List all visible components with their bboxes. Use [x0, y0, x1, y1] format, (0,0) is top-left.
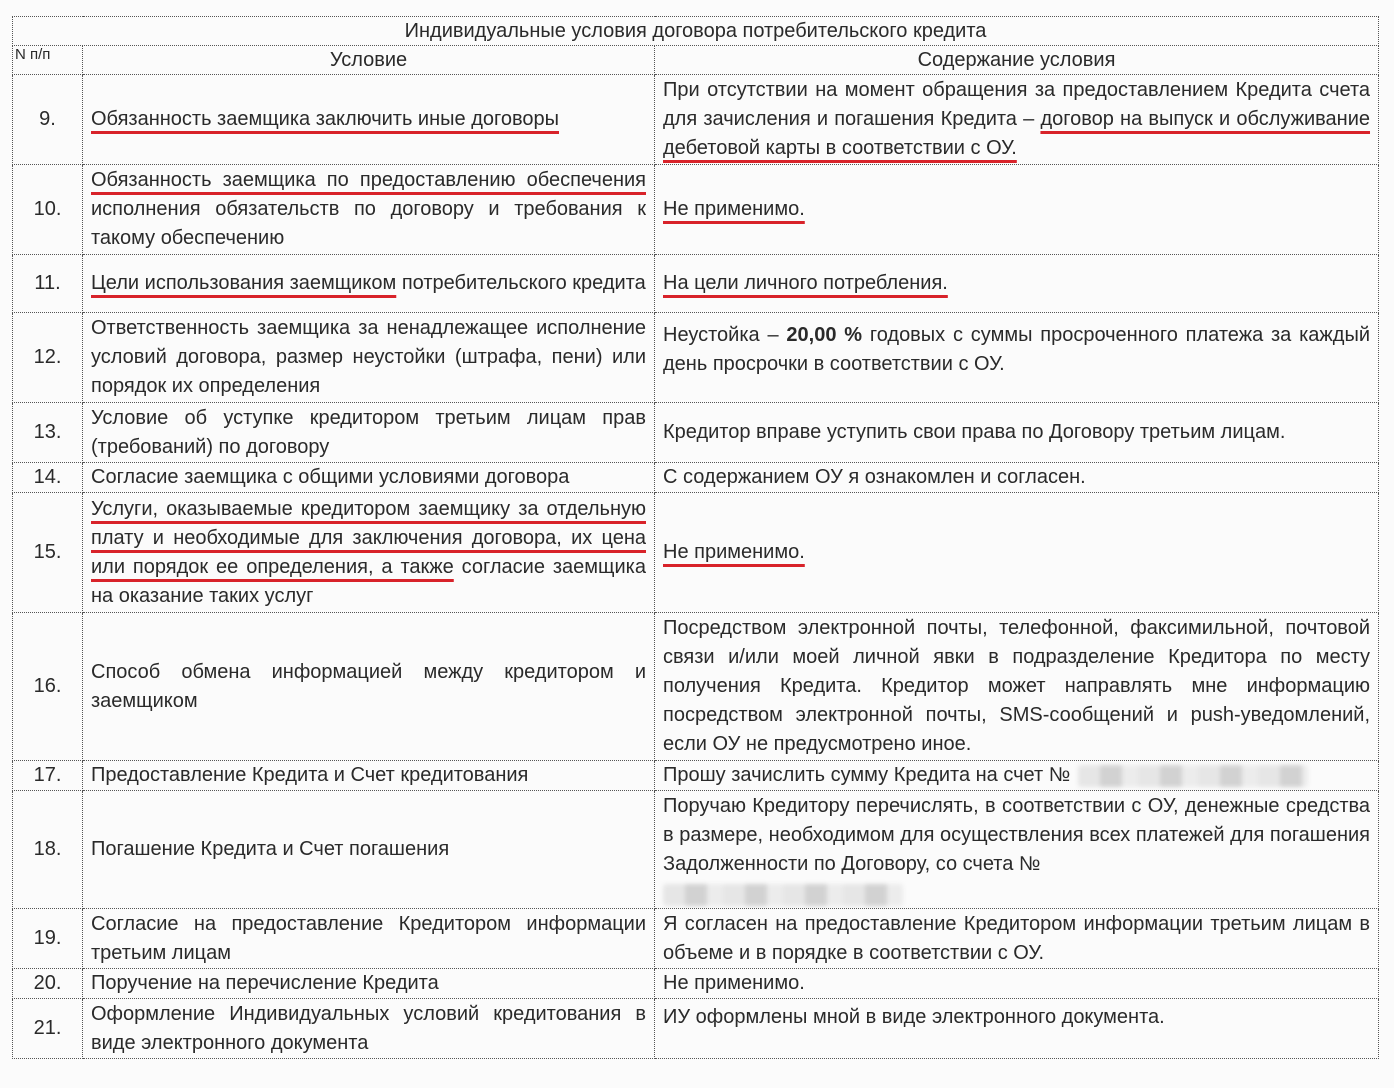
row-number: 15.: [13, 493, 83, 613]
condition-text: исполнения обязательств по договору и требования к такому обеспечению: [91, 198, 646, 249]
row-content: [655, 313, 1379, 403]
table-row: [13, 791, 1379, 909]
penalty-rate: 20,00 %: [786, 324, 863, 346]
content-text: Поручаю Кредитору перечислять, в соответствии с ОУ, денежные средства в размере, необходимом для осуществления всех платежей для погашения Задолженности по Договору, со счета №: [663, 794, 1371, 875]
underlined-text: Не применимо.: [663, 198, 805, 220]
underlined-text: договор на выпуск и обслуживание дебетовой карты в соответствии с ОУ.: [663, 108, 1371, 159]
condition-text: согласие заемщика на оказание таких услуг: [91, 555, 646, 607]
row-condition: [83, 255, 655, 313]
content-text: годовых с суммы просроченного платежа за каждый день просрочки в соответствии с ОУ.: [663, 324, 1371, 375]
content-text: Прошу зачислить сумму Кредита на счет №: [663, 764, 1071, 786]
table-row: [13, 165, 1379, 255]
redacted-account-number: [663, 884, 903, 906]
table-row: [13, 999, 1379, 1059]
row-number: 9.: [13, 75, 83, 165]
row-number: 14.: [13, 463, 83, 493]
row-number: 17.: [13, 761, 83, 791]
underlined-text: Обязанность заемщика по предоставлению обеспечения: [91, 169, 646, 191]
row-condition: Условие об уступке кредитором третьим лицам прав (требований) по договору: [83, 403, 655, 463]
row-content: [655, 493, 1379, 613]
row-condition: Оформление Индивидуальных условий кредитования в виде электронного документа: [83, 999, 655, 1059]
row-content: [655, 255, 1379, 313]
condition-text: потребительского кредита: [396, 272, 646, 294]
row-number: 21.: [13, 999, 83, 1059]
row-condition: Поручение на перечисление Кредита: [83, 969, 655, 999]
row-number: 10.: [13, 165, 83, 255]
loan-terms-table: [12, 16, 1379, 1059]
row-content: [655, 75, 1379, 165]
row-number: 18.: [13, 791, 83, 909]
row-condition: Согласие на предоставление Кредитором информации третьим лицам: [83, 909, 655, 969]
row-condition: Способ обмена информацией между кредитором и заемщиком: [83, 613, 655, 761]
redacted-account-number: [1078, 765, 1308, 787]
row-number: 20.: [13, 969, 83, 999]
table-row: [13, 463, 1379, 493]
row-number: 16.: [13, 613, 83, 761]
row-condition: Согласие заемщика с общими условиями договора: [83, 463, 655, 493]
underlined-text: Обязанность заемщика заключить иные договоры: [91, 108, 559, 130]
column-header-condition: Условие: [83, 46, 655, 75]
row-number: 11.: [13, 255, 83, 313]
row-condition: Предоставление Кредита и Счет кредитования: [83, 761, 655, 791]
underlined-text: Не применимо.: [663, 541, 805, 563]
row-content: [655, 761, 1379, 791]
document-title: Индивидуальные условия договора потребительского кредита: [13, 17, 1379, 46]
column-header-content: Содержание условия: [655, 46, 1379, 75]
row-content: ИУ оформлены мной в виде электронного документа.: [655, 999, 1379, 1059]
row-content: [655, 165, 1379, 255]
table-row: [13, 761, 1379, 791]
row-content: Посредством электронной почты, телефонной, факсимильной, почтовой связи и/или моей личной явки в подразделение Кредитора по месту получения Кредита. Кредитор может направлять мне информацию посредством электронной почты, SMS-сообщений и push-уведомлений, если ОУ не предусмотрено иное.: [655, 613, 1379, 761]
table-row: [13, 75, 1379, 165]
row-condition: Ответственность заемщика за ненадлежащее исполнение условий договора, размер неустойки (штрафа, пени) или порядок их определения: [83, 313, 655, 403]
row-condition: Погашение Кредита и Счет погашения: [83, 791, 655, 909]
row-content: Я согласен на предоставление Кредитором информации третьим лицам в объеме и в порядке в соответствии с ОУ.: [655, 909, 1379, 969]
table-row: [13, 613, 1379, 761]
row-condition: [83, 165, 655, 255]
row-number: 13.: [13, 403, 83, 463]
table-row: [13, 909, 1379, 969]
table-header-row: [13, 46, 1379, 75]
row-content: Кредитор вправе уступить свои права по Договору третьим лицам.: [655, 403, 1379, 463]
underlined-text: Цели использования заемщиком: [91, 272, 397, 294]
content-text: При отсутствии на момент обращения за предоставлением Кредита счета для зачисления и погашения Кредита –: [663, 79, 1371, 130]
table-row: [13, 255, 1379, 313]
table-row: [13, 493, 1379, 613]
table-row: [13, 313, 1379, 403]
underlined-text: Услуги, оказываемые кредитором заемщику за отдельную плату и необходимые для заключения договора, их цена или порядок ее определения, а также: [91, 497, 646, 578]
row-content: Не применимо.: [655, 969, 1379, 999]
table-row: [13, 403, 1379, 463]
table-title-row: [13, 17, 1379, 46]
table-row: [13, 969, 1379, 999]
column-header-number: N п/п: [13, 46, 83, 75]
row-content: [655, 791, 1379, 909]
content-text: Неустойка –: [663, 324, 787, 346]
underlined-text: На цели личного потребления.: [663, 272, 948, 294]
row-condition: [83, 75, 655, 165]
row-content: С содержанием ОУ я ознакомлен и согласен.: [655, 463, 1379, 493]
row-number: 12.: [13, 313, 83, 403]
row-number: 19.: [13, 909, 83, 969]
row-condition: [83, 493, 655, 613]
